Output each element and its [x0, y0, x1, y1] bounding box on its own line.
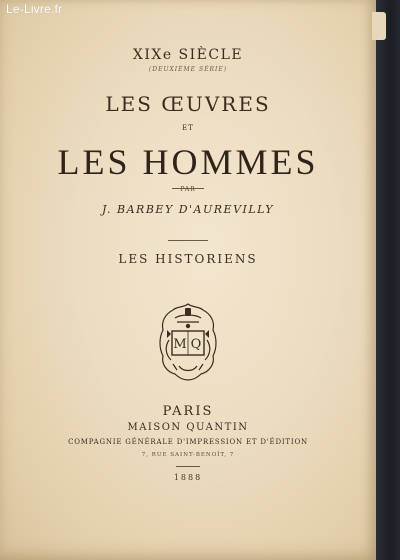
publisher-emblem-icon — [155, 300, 221, 382]
publisher-address: 7, RUE SAINT-BENOÎT, 7 — [141, 452, 235, 458]
author-name: J. BARBEY D'AUREVILLY — [101, 203, 275, 216]
page-edge-tab — [372, 12, 386, 40]
publication-year: 1888 — [173, 473, 203, 482]
emblem-letter-q: Q — [190, 337, 202, 352]
year-divider-rule — [176, 466, 200, 467]
subject-heading: LES HISTORIENS — [118, 252, 258, 266]
emblem-letter-m: M — [173, 337, 187, 352]
series-heading: XIXe SIÈCLE — [132, 47, 244, 63]
title-line-1: LES ŒUVRES — [105, 92, 271, 116]
title-line-2: LES HOMMES — [57, 142, 319, 182]
title-conjunction: ET — [182, 124, 194, 132]
publisher-name: MAISON QUANTIN — [127, 422, 249, 433]
publication-city: PARIS — [162, 404, 214, 419]
author-divider-rule — [168, 240, 208, 241]
site-watermark: Le-Livre.fr — [6, 2, 63, 16]
publisher-company: COMPAGNIE GÉNÉRALE D'IMPRESSION ET D'ÉDITION — [68, 438, 308, 446]
series-subheading: (DEUXIÈME SÉRIE) — [148, 66, 228, 73]
background-strip — [376, 0, 400, 560]
by-label: PAR — [180, 186, 196, 193]
